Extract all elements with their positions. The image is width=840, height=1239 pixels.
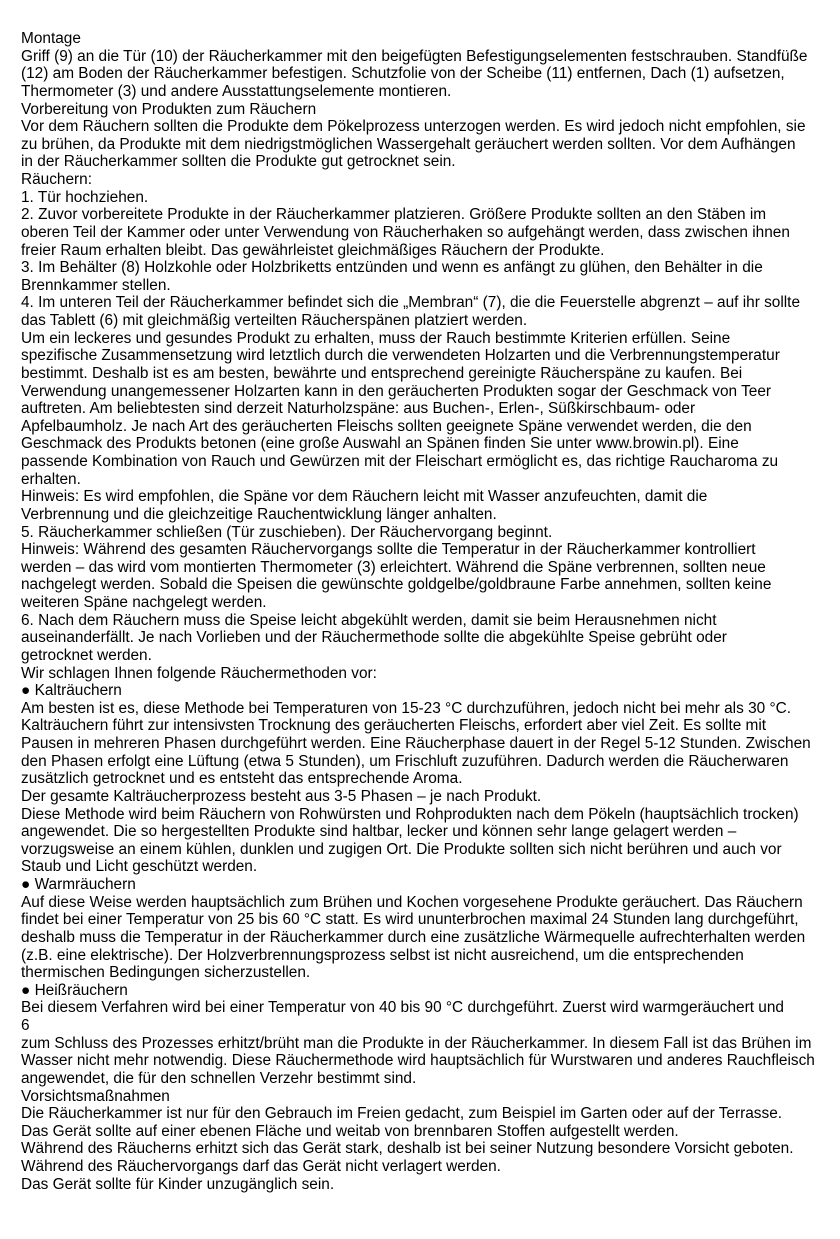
text-line: werden – das wird vom montierten Thermometer (3) erleichtert. Während die Späne verbrennen, sollten neue bbox=[21, 558, 766, 576]
text-line: passende Kombination von Rauch und Gewürzen mit der Fleischart ermöglicht es, das richtige Raucharoma zu bbox=[21, 453, 779, 470]
text-line: (12) am Boden der Räucherkammer befestigen. Schutzfolie von der Scheibe (11) entfernen, Dach (1) aufsetzen, bbox=[21, 65, 785, 83]
text-line: Geschmack des Produkts betonen (eine große Auswahl an Spänen finden Sie unter www.browin.pl). Eine bbox=[21, 435, 739, 453]
text-line: getrocknet werden. bbox=[21, 646, 152, 664]
text-line: das Tablett (6) mit gleichmäßig verteilten Räucherspänen platziert werden. bbox=[21, 312, 528, 329]
text-line: Auf diese Weise werden hauptsächlich zum Brühen und Kochen vorgesehene Produkte geräuchert. Das Räuchern bbox=[21, 893, 803, 911]
text-line: Um ein leckeres und gesundes Produkt zu erhalten, muss der Rauch bestimmte Kriterien erfüllen. Seine bbox=[21, 329, 731, 347]
text-line: Thermometer (3) und andere Ausstattungselemente montieren. bbox=[21, 82, 452, 100]
text-line: Kalträuchern führt zur intensivsten Trocknung des geräucherten Fleischs, erfordert aber viel Zeit. Es sollte mit bbox=[21, 717, 767, 735]
instruction-text bbox=[21, 30, 824, 1193]
text-line: Während des Räuchervorgangs darf das Gerät nicht verlagert werden. bbox=[21, 1158, 501, 1175]
text-line: 3. Im Behälter (8) Holzkohle oder Holzbriketts entzünden und wenn es anfängt zu glühen, den Behälter in die bbox=[21, 259, 763, 277]
text-line: oberen Teil der Kammer oder unter Verwendung von Räucherhaken so aufgehängt werden, dass zwischen ihnen bbox=[21, 223, 790, 241]
text-line: Hinweis: Es wird empfohlen, die Späne vor dem Räuchern leicht mit Wasser anzufeuchten, damit die bbox=[21, 488, 708, 506]
text-line: nachgelegt werden. Sobald die Speisen die gewünschte goldgelbe/goldbraune Farbe annehmen, sollten keine bbox=[21, 576, 772, 594]
text-line: Am besten ist es, diese Methode bei Temperaturen von 15-23 °C durchzuführen, jedoch nicht bei mehr als 30 °C. bbox=[21, 699, 792, 717]
text-line: den Phasen erfolgt eine Lüftung (etwa 5 Stunden), um Frischluft zuzuführen. Dadurch werden die Räucherwaren bbox=[21, 752, 789, 770]
text-line: 1. Tür hochziehen. bbox=[21, 188, 149, 206]
text-line: Apfelbaumholz. Je nach Art des geräucherten Fleischs sollten geeignete Späne verwendet werden, die den bbox=[21, 417, 752, 435]
text-line: Diese Methode wird beim Räuchern von Rohwürsten und Rohprodukten nach dem Pökeln (hauptsächlich trocken) bbox=[21, 805, 799, 823]
text-line: erhalten. bbox=[21, 470, 81, 488]
text-line: bestimmt. Deshalb ist es am besten, bewährte und entsprechend gereinigte Räucherspäne zu kaufen. Bei bbox=[21, 364, 743, 382]
text-line: 4. Im unteren Teil der Räucherkammer befindet sich die „Membran“ (7), die die Feuerstelle abgrenzt – auf ihr sollte bbox=[21, 294, 801, 312]
text-line: Vor dem Räuchern sollten die Produkte dem Pökelprozess unterzogen werden. Es wird jedoch nicht empfohlen, sie bbox=[21, 118, 806, 136]
text-line: Vorbereitung von Produkten zum Räuchern bbox=[21, 100, 317, 118]
text-line: zu brühen, da Produkte mit dem niedrigstmöglichen Wassergehalt geräuchert werden sollten. Vor dem Aufhängen bbox=[21, 135, 796, 153]
text-line: Wasser nicht mehr notwendig. Diese Räuchermethode wird hauptsächlich für Wurstwaren und anderes Rauchfleisch bbox=[21, 1052, 815, 1070]
text-line: Verbrennung und die gleichzeitige Rauchentwicklung länger anhalten. bbox=[21, 505, 497, 523]
text-line: 6 bbox=[21, 1017, 30, 1034]
text-line: thermischen Bedingungen sicherzustellen. bbox=[21, 964, 311, 982]
text-line: 2. Zuvor vorbereitete Produkte in der Räucherkammer platzieren. Größere Produkte sollten an den Stäben im bbox=[21, 206, 767, 224]
text-line: (z.B. eine elektrische). Der Holzverbrennungsprozess selbst ist nicht ausreichend, um die entsprechenden bbox=[21, 946, 744, 964]
text-line: Brennkammer stellen. bbox=[21, 276, 171, 294]
text-line: 6. Nach dem Räuchern muss die Speise leicht abgekühlt werden, damit sie beim Herausnehmen nicht bbox=[21, 611, 717, 629]
text-line: Staub und Licht geschützt werden. bbox=[21, 858, 258, 876]
text-line: zum Schluss des Prozesses erhitzt/brüht man die Produkte in der Räucherkammer. In diesem Fall ist das Brühen im bbox=[21, 1034, 812, 1052]
text-line: freier Raum erhalten bleibt. Das gewährleistet gleichmäßiges Räuchern der Produkte. bbox=[21, 241, 605, 259]
text-line: Wir schlagen Ihnen folgende Räuchermethoden vor: bbox=[21, 664, 377, 682]
text-line: Pausen in mehreren Phasen durchgeführt werden. Eine Räucherphase dauert in der Regel 5-12 Stunden. Zwischen bbox=[21, 735, 811, 752]
text-line: Bei diesem Verfahren wird bei einer Temperatur von 40 bis 90 °C durchgeführt. Zuerst wird warmgeräuchert und bbox=[21, 999, 784, 1017]
text-line: spezifische Zusammensetzung wird letztlich durch die verwendeten Holzarten und die Verbrennungstemperatur bbox=[21, 347, 780, 365]
text-line: Hinweis: Während des gesamten Räuchervorgangs sollte die Temperatur in der Räucherkammer kontrolliert bbox=[21, 541, 756, 559]
text-line: auseinanderfällt. Je nach Vorlieben und der Räuchermethode sollte die abgekühlte Speise gebrüht oder bbox=[21, 629, 727, 647]
text-line: auftreten. Am beliebtesten sind derzeit Naturholzspäne: aus Buchen-, Erlen-, Süßkirschbaum- oder bbox=[21, 400, 696, 418]
text-line: Verwendung unangemessener Holzarten kann in den geräucherten Produkten sogar der Geschmack von Teer bbox=[21, 382, 772, 400]
text-line: Das Gerät sollte auf einer ebenen Fläche und weitab von brennbaren Stoffen aufgestellt werden. bbox=[21, 1122, 679, 1140]
text-line: weiteren Späne nachgelegt werden. bbox=[21, 594, 267, 611]
text-line: angewendet, die für den schnellen Verzehr bestimmt sind. bbox=[21, 1069, 417, 1087]
text-line: 5. Räucherkammer schließen (Tür zuschieben). Der Räuchervorgang beginnt. bbox=[21, 523, 553, 541]
text-line: Vorsichtsmaßnahmen bbox=[21, 1087, 170, 1105]
text-line: Das Gerät sollte für Kinder unzugänglich sein. bbox=[21, 1175, 335, 1193]
text-line: angewendet. Die so hergestellten Produkte sind haltbar, lecker und können sehr lange gelagert werden – bbox=[21, 823, 737, 841]
text-line: Der gesamte Kalträucherprozess besteht aus 3-5 Phasen – je nach Produkt. bbox=[21, 787, 542, 805]
text-line: Montage bbox=[21, 30, 81, 47]
text-line: zusätzlich getrocknet und es entsteht das entsprechende Aroma. bbox=[21, 770, 463, 788]
text-line: in der Räucherkammer sollten die Produkte gut getrocknet sein. bbox=[21, 153, 456, 171]
text-line: ● Warmräuchern bbox=[21, 876, 136, 893]
text-line: vorzugsweise an einem kühlen, dunklen und zugigen Ort. Die Produkte sollten sich nicht berühren und auch vor bbox=[21, 840, 782, 858]
text-line: findet bei einer Temperatur von 25 bis 60 °C statt. Es wird ununterbrochen maximal 24 Stunden lang durchgeführt, bbox=[21, 911, 799, 929]
text-line: Griff (9) an die Tür (10) der Räucherkammer mit den beigefügten Befestigungselementen festschrauben. Standfüße bbox=[21, 47, 808, 65]
text-line: ● Heißräuchern bbox=[21, 981, 128, 999]
text-line: Während des Räucherns erhitzt sich das Gerät stark, deshalb ist bei seiner Nutzung besondere Vorsicht geboten. bbox=[21, 1140, 794, 1158]
text-line: deshalb muss die Temperatur in der Räucherkammer durch eine zusätzliche Wärmequelle aufrechterhalten werden bbox=[21, 928, 806, 946]
text-line: ● Kalträuchern bbox=[21, 682, 122, 700]
text-line: Räuchern: bbox=[21, 171, 93, 188]
text-line: Die Räucherkammer ist nur für den Gebrauch im Freien gedacht, zum Beispiel im Garten oder auf der Terrasse. bbox=[21, 1105, 783, 1123]
